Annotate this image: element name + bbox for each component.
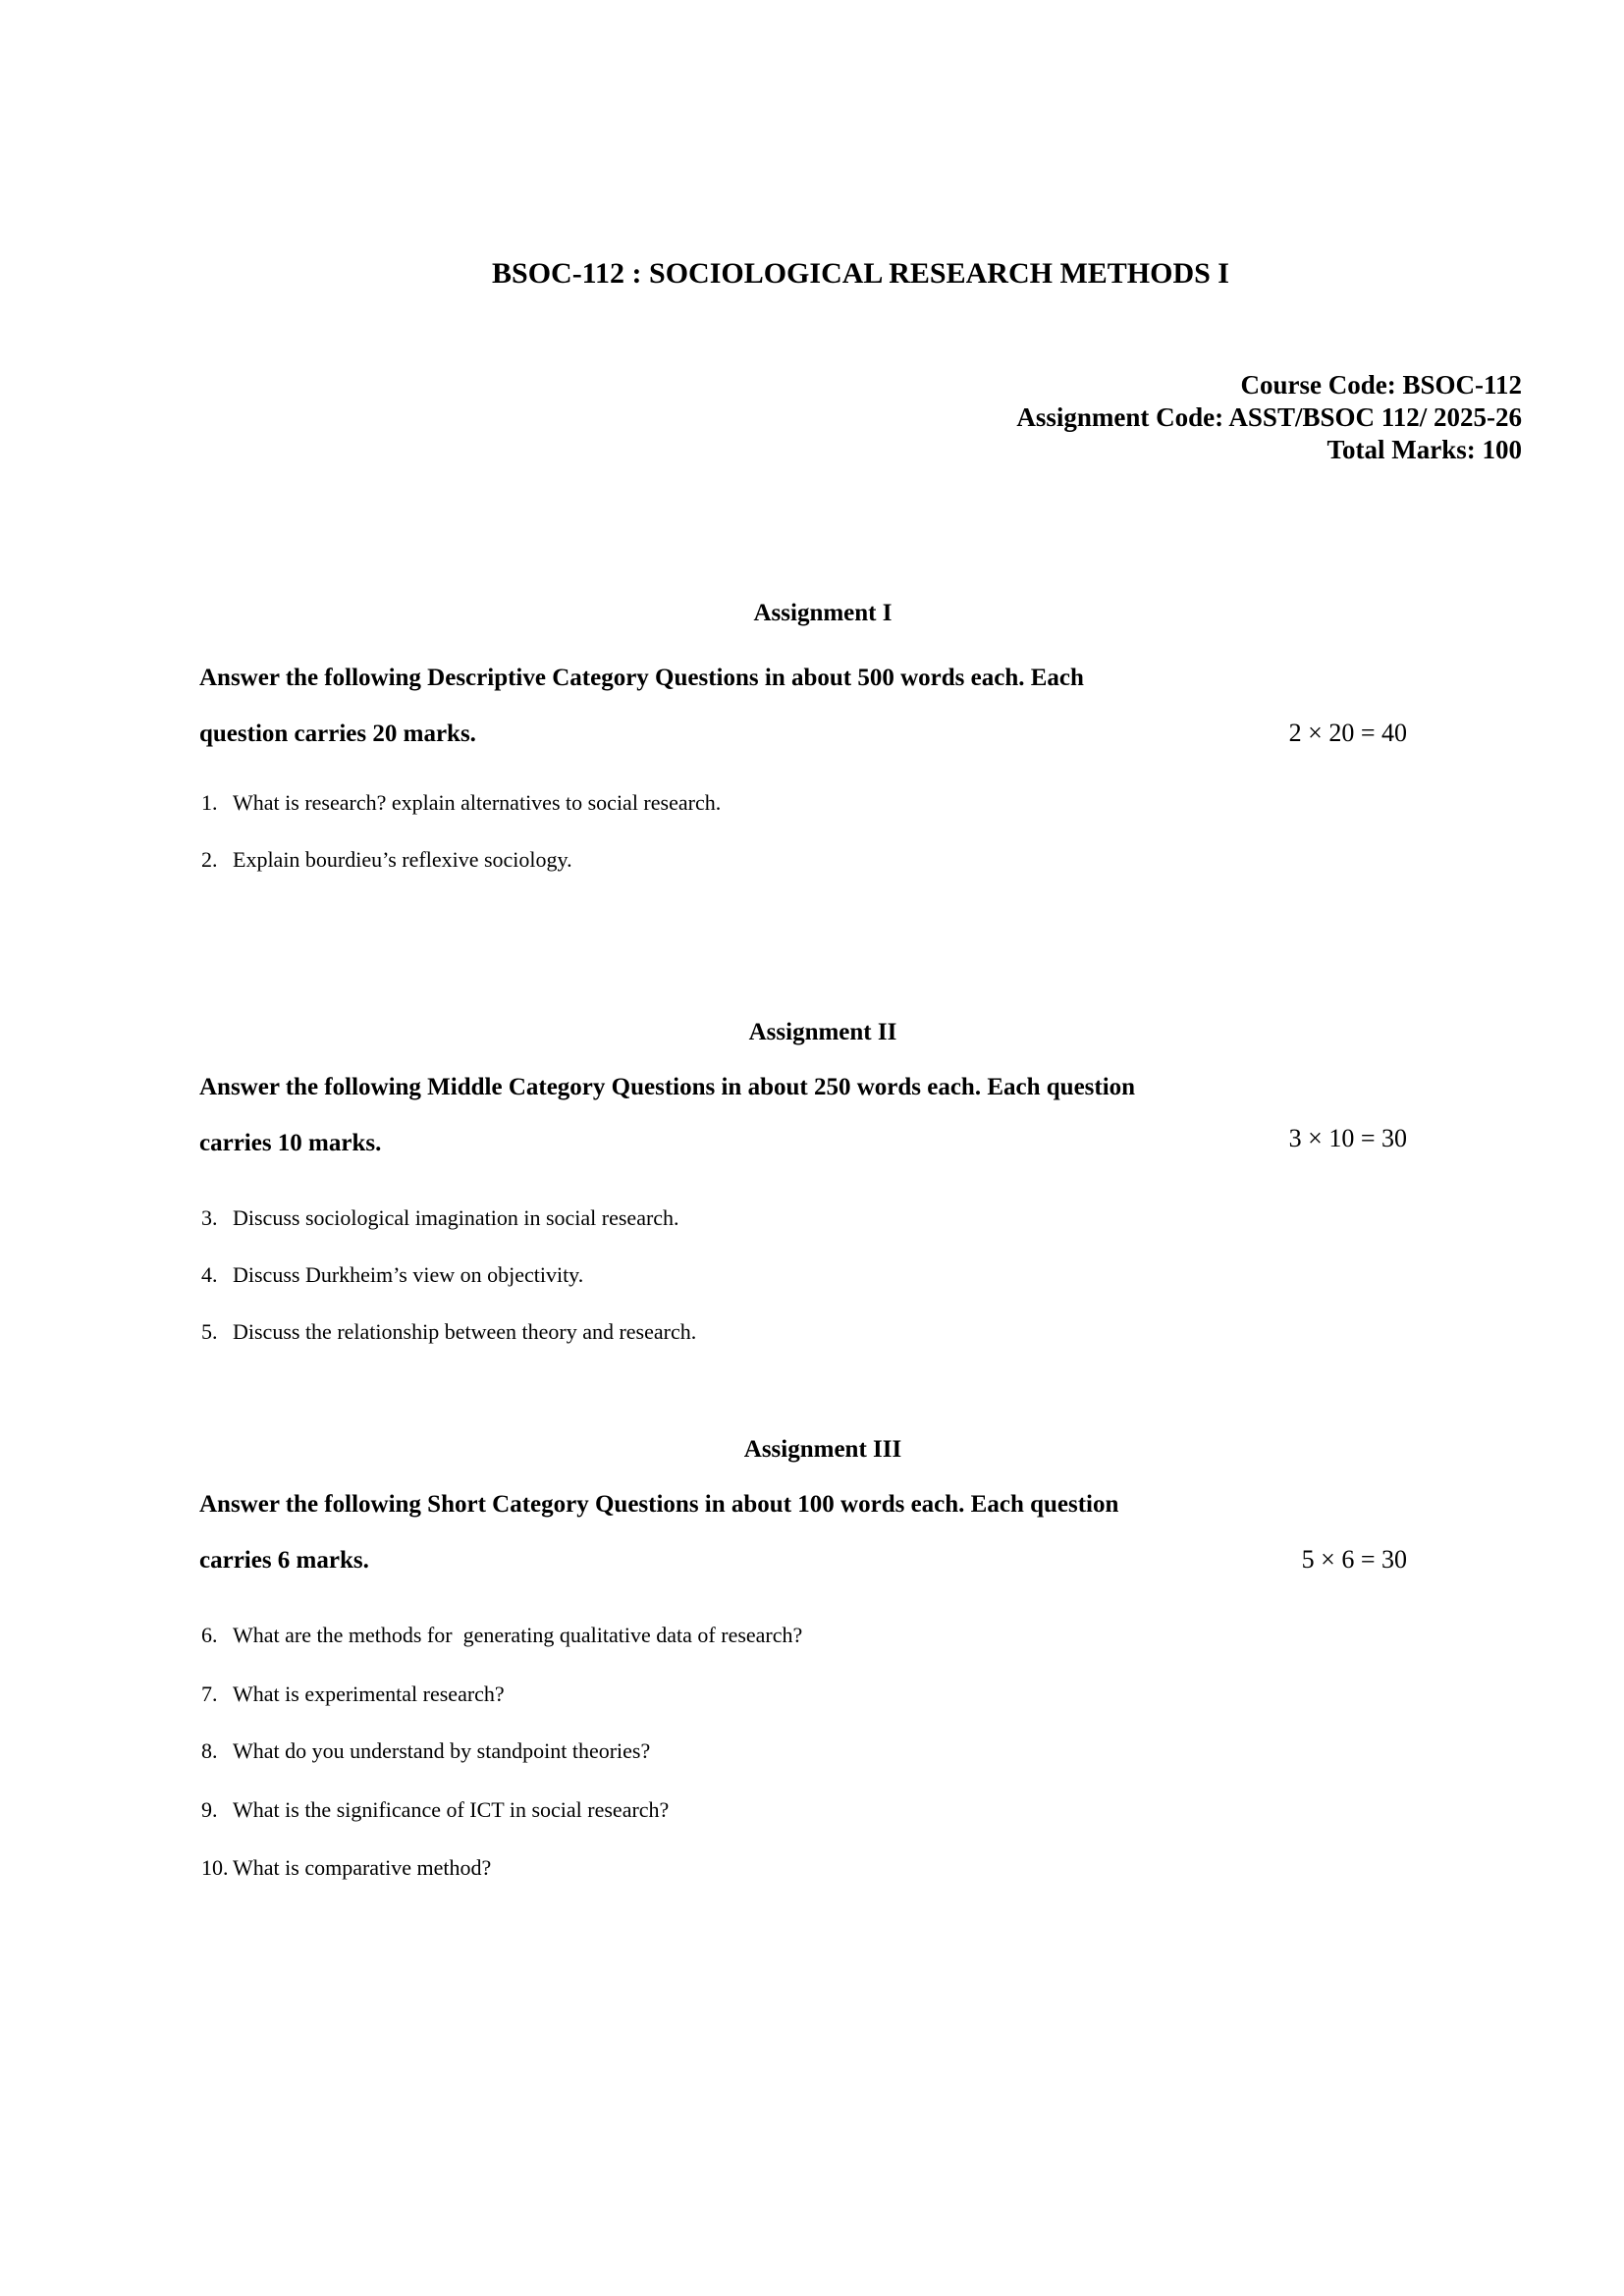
question-number: 4. <box>201 1262 218 1287</box>
section-2-marks-formula: 3 × 10 = 30 <box>1288 1124 1407 1152</box>
section-1-instruction-line-1: Answer the following Descriptive Category Questions in about 500 words each. Each <box>199 665 1084 691</box>
question-number: 8. <box>201 1738 218 1763</box>
question-10 <box>201 1857 491 1879</box>
question-text: Discuss the relationship between theory and research. <box>233 1319 697 1344</box>
question-text: What is research? explain alternatives to social research. <box>233 790 722 815</box>
section-heading-assignment-2: Assignment II <box>748 1019 897 1045</box>
question-text: What do you understand by standpoint theories? <box>233 1738 651 1763</box>
section-2-instruction-line-2: carries 10 marks. <box>199 1130 382 1156</box>
question-text: Discuss Durkheim’s view on objectivity. <box>233 1262 584 1287</box>
question-8 <box>201 1740 650 1762</box>
question-number: 3. <box>201 1205 218 1230</box>
question-3 <box>201 1207 679 1229</box>
question-number: 9. <box>201 1797 218 1822</box>
question-9 <box>201 1799 669 1821</box>
question-text: What is the significance of ICT in social research? <box>233 1797 670 1822</box>
question-number: 5. <box>201 1319 218 1344</box>
section-3-marks-formula: 5 × 6 = 30 <box>1301 1545 1407 1574</box>
question-2 <box>201 849 572 871</box>
question-text: Discuss sociological imagination in social research. <box>233 1205 679 1230</box>
section-3-instruction-line-2: carries 6 marks. <box>199 1547 369 1574</box>
question-4 <box>201 1264 583 1286</box>
question-text: Explain bourdieu’s reflexive sociology. <box>233 847 572 872</box>
section-3-instruction-line-1: Answer the following Short Category Questions in about 100 words each. Each question <box>199 1491 1119 1518</box>
question-number: 7. <box>201 1682 218 1706</box>
question-number: 2. <box>201 847 218 872</box>
question-text: What is comparative method? <box>233 1855 492 1880</box>
section-1-marks-formula: 2 × 20 = 40 <box>1288 719 1407 747</box>
question-6 <box>201 1625 802 1646</box>
course-code: Course Code: BSOC-112 <box>1240 370 1522 400</box>
question-number: 6. <box>201 1623 218 1647</box>
question-7 <box>201 1683 505 1705</box>
question-text: What are the methods for generating qualitative data of research? <box>233 1623 803 1647</box>
question-number: 10. <box>201 1855 229 1880</box>
question-text: What is experimental research? <box>233 1682 505 1706</box>
question-5 <box>201 1321 696 1343</box>
document-title: BSOC-112 : SOCIOLOGICAL RESEARCH METHODS I <box>492 257 1229 290</box>
total-marks: Total Marks: 100 <box>1326 435 1522 464</box>
section-1-instruction-line-2: question carries 20 marks. <box>199 721 476 747</box>
section-2-instruction-line-1: Answer the following Middle Category Questions in about 250 words each. Each question <box>199 1074 1136 1100</box>
question-number: 1. <box>201 790 218 815</box>
section-heading-assignment-1: Assignment I <box>753 600 893 626</box>
question-1 <box>201 792 721 814</box>
document-meta-block <box>199 369 1522 466</box>
section-heading-assignment-3: Assignment III <box>743 1436 902 1463</box>
assignment-code: Assignment Code: ASST/BSOC 112/ 2025-26 <box>1016 402 1522 432</box>
